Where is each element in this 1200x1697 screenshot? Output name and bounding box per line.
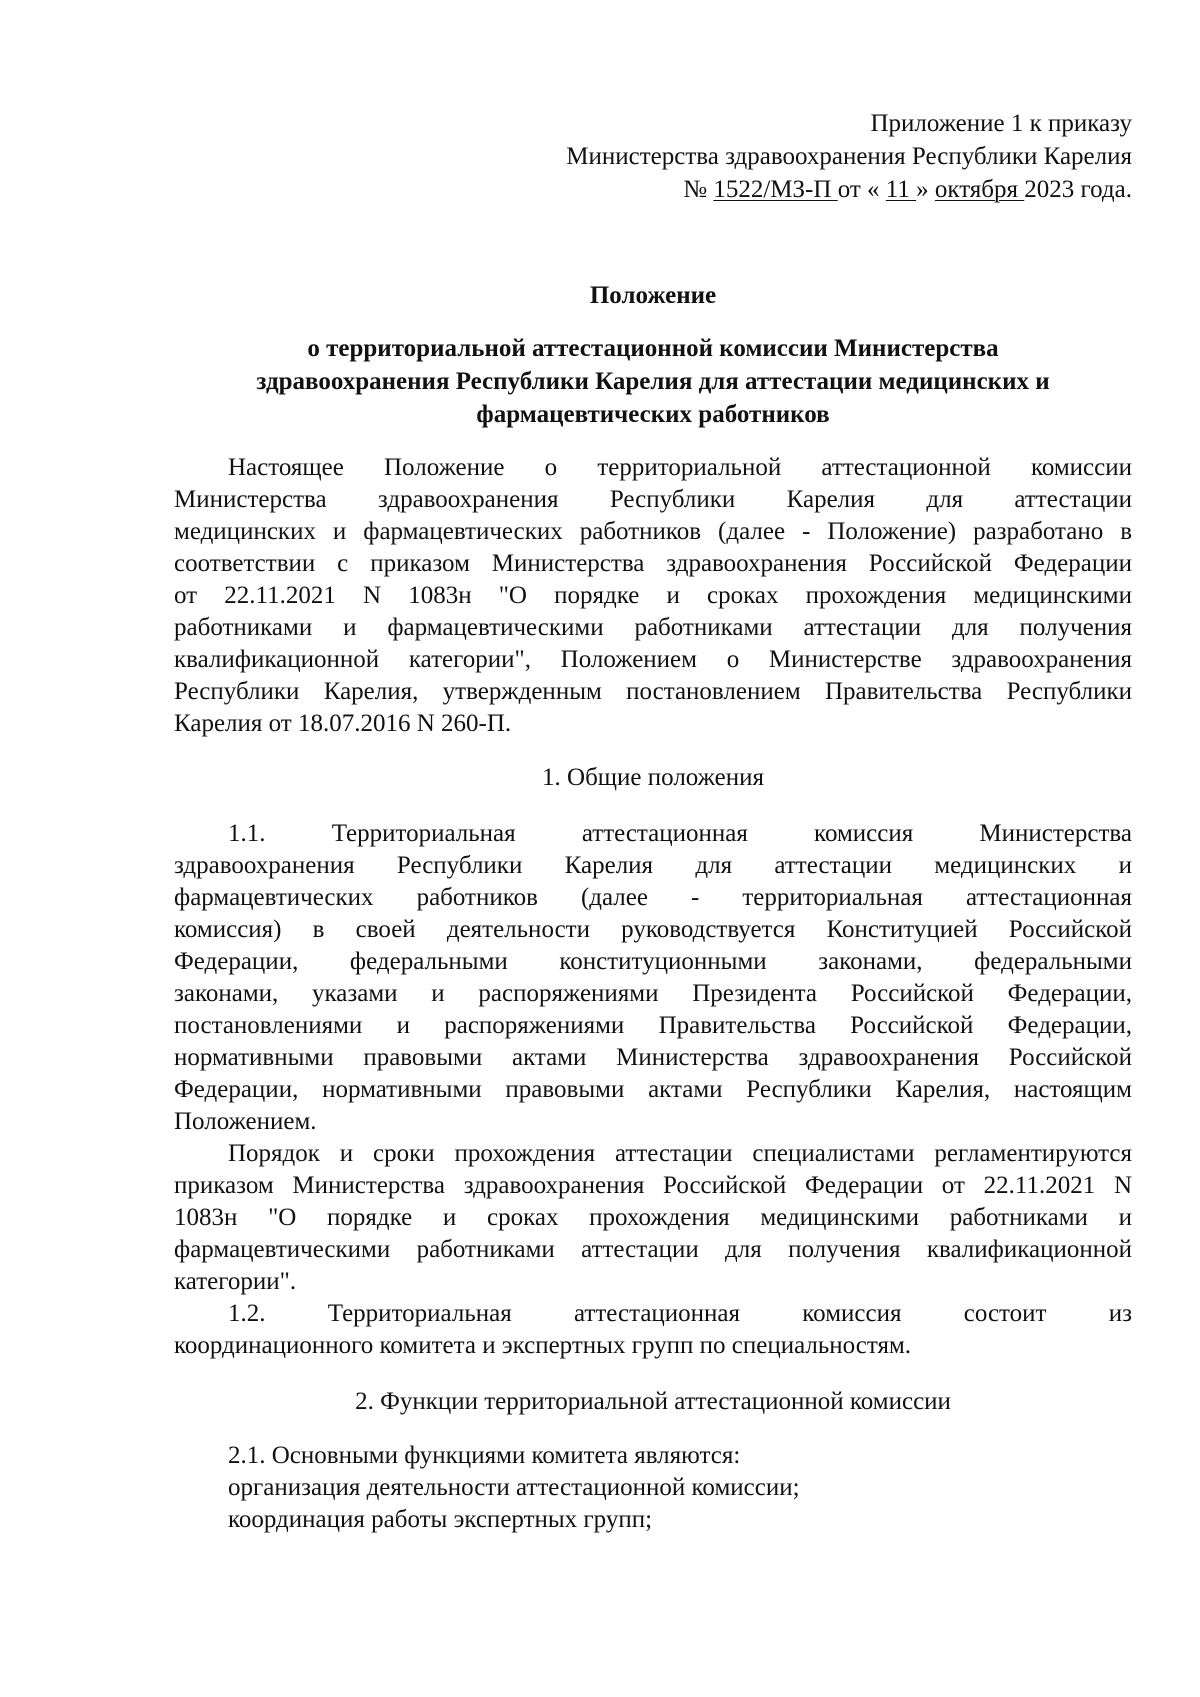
intro-line: Настоящее Положение о территориальной аттестационной комиссии: [228, 454, 1132, 481]
intro-line: квалификационной категории", Положением о Министерстве здравоохранения: [174, 646, 1132, 673]
intro-line: медицинских и фармацевтических работников (далее - Положение) разработано в: [174, 518, 1132, 545]
para-order-line: 1083н "О порядке и сроках прохождения медицинскими работниками и: [174, 1204, 1132, 1231]
para-1-1-line: здравоохранения Республики Карелия для аттестации медицинских и: [174, 852, 1132, 879]
para-1-1-line: нормативными правовыми актами Министерства здравоохранения Российской: [174, 1044, 1132, 1071]
para-1-1-line: фармацевтических работников (далее - территориальная аттестационная: [174, 884, 1132, 911]
para-order-line: Порядок и сроки прохождения аттестации специалистами регламентируются: [228, 1140, 1132, 1167]
para-1-2-line: 1.2. Территориальная аттестационная комиссия состоит из: [228, 1300, 1132, 1327]
para-1-1-line: Федерации, федеральными конституционными законами, федеральными: [174, 948, 1132, 975]
order-number-line: [174, 174, 1132, 205]
section-2-heading: 2. Функции территориальной аттестационной комиссии: [355, 1388, 951, 1415]
order-number: 1522/МЗ-П: [713, 176, 838, 203]
order-year: 2023 года.: [1024, 176, 1132, 203]
para-2-1-line: 2.1. Основными функциями комитета являются:: [228, 1442, 741, 1469]
para-1-1-line: постановлениями и распоряжениями Правительства Российской Федерации,: [174, 1012, 1132, 1039]
para-1-1-line: комиссия) в своей деятельности руководствуется Конституцией Российской: [174, 916, 1132, 943]
intro-line: Карелия от 18.07.2016 N 260-П.: [174, 710, 512, 737]
para-2-1-line: организация деятельности аттестационной комиссии;: [228, 1474, 800, 1501]
intro-line: Республики Карелия, утвержденным постановлением Правительства Республики: [174, 678, 1132, 705]
para-1-1-line: законами, указами и распоряжениями Президента Российской Федерации,: [174, 980, 1132, 1007]
para-order-line: фармацевтическими работниками аттестации для получения квалификационной: [174, 1236, 1132, 1263]
para-1-2-line: координационного комитета и экспертных групп по специальностям.: [174, 1332, 912, 1359]
document-subtitle-line-1: о территориальной аттестационной комиссии Министерства: [307, 335, 999, 362]
para-order-line: приказом Министерства здравоохранения Российской Федерации от 22.11.2021 N: [174, 1172, 1132, 1199]
order-month: октября: [934, 176, 1025, 203]
appendix-line: Приложение 1 к приказу: [870, 110, 1132, 137]
section-1-heading: 1. Общие положения: [542, 764, 764, 791]
document-title: Положение: [589, 282, 717, 309]
ministry-line: Министерства здравоохранения Республики Карелия: [566, 143, 1132, 170]
intro-line: работниками и фармацевтическими работниками аттестации для получения: [174, 614, 1132, 641]
order-day: 11: [885, 176, 917, 203]
para-order-line: категории".: [174, 1268, 297, 1295]
order-date-open: от «: [837, 176, 886, 203]
order-date-close: »: [916, 176, 935, 203]
para-1-1-line: Положением.: [174, 1108, 317, 1135]
para-2-1-line: координация работы экспертных групп;: [228, 1506, 653, 1533]
intro-line: Министерства здравоохранения Республики Карелия для аттестации: [174, 486, 1132, 513]
para-1-1-line: Федерации, нормативными правовыми актами Республики Карелия, настоящим: [174, 1076, 1132, 1103]
para-1-1-line: 1.1. Территориальная аттестационная комиссия Министерства: [228, 820, 1132, 847]
document-subtitle-line-3: фармацевтических работников: [476, 401, 830, 428]
intro-line: от 22.11.2021 N 1083н "О порядке и сроках прохождения медицинскими: [174, 582, 1132, 609]
intro-line: соответствии с приказом Министерства здравоохранения Российской Федерации: [174, 550, 1132, 577]
document-subtitle-line-2: здравоохранения Республики Карелия для аттестации медицинских и: [256, 368, 1050, 395]
order-number-prefix: №: [683, 176, 714, 203]
